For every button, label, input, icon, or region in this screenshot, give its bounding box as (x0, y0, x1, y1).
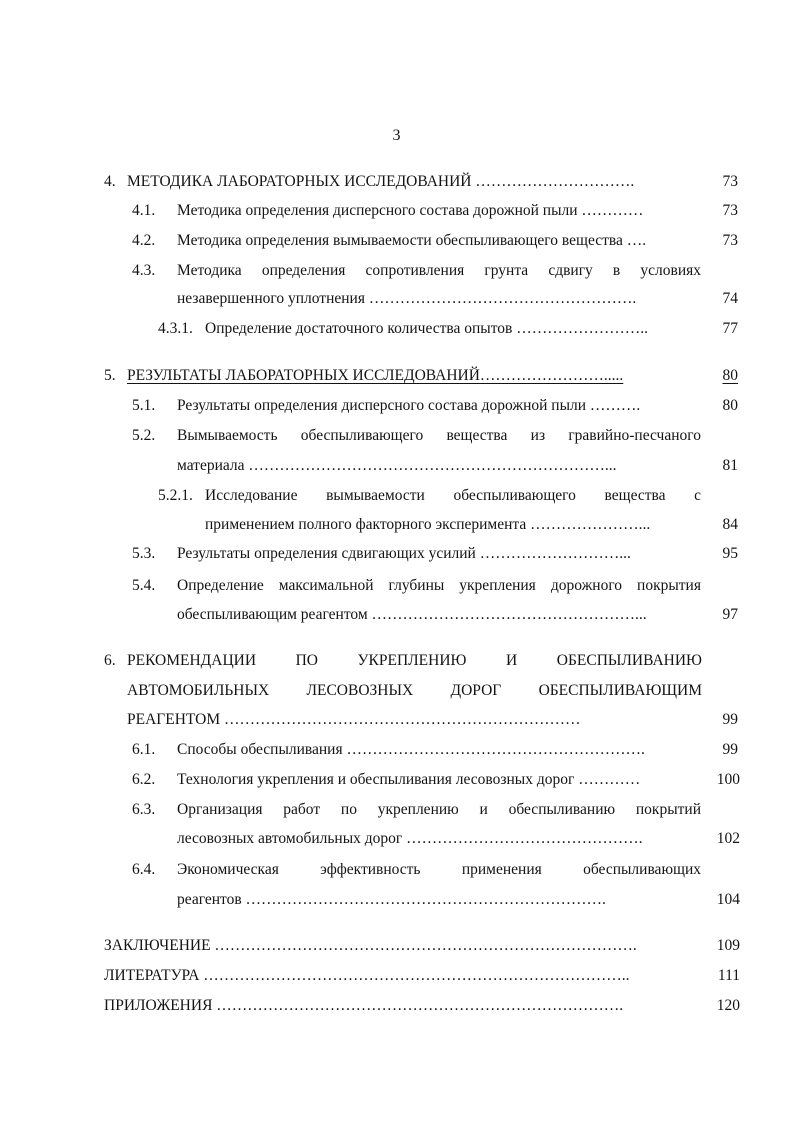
toc-entry-continuation (0, 604, 793, 626)
toc-entry-title: Результаты определения сдвигающих усилий ………………………... (177, 545, 631, 562)
toc-entry-title: материала ……………………………………………………………... (177, 457, 617, 474)
toc-entry-continuation (0, 455, 793, 477)
toc-entry-page: 109 (716, 937, 740, 954)
toc-entry-number: 6.1. (132, 741, 156, 758)
toc-entry-page: 97 (722, 606, 738, 623)
toc-entry-title: Методика определения сопротивления грунта сдвигу в условиях (177, 262, 701, 279)
toc-entry-title: незавершенного уплотнения ……………………………………………. (177, 290, 637, 307)
toc-entry-title: Результаты определения дисперсного состава дорожной пыли ………. (177, 397, 641, 414)
toc-entry-page: 80 (722, 397, 738, 414)
toc-entry-title: ЛИТЕРАТУРА ……………………………………………………………………….. (104, 967, 630, 984)
toc-entry-continuation (0, 889, 793, 911)
toc-entry-number: 5.4. (132, 577, 156, 594)
toc-entry-number: 4.1. (132, 202, 156, 219)
toc-entry-page: 104 (716, 891, 740, 908)
toc-entry-continuation (0, 288, 793, 310)
toc-entry (0, 935, 793, 957)
toc-entry (0, 230, 793, 252)
toc-entry-number: 6. (104, 652, 116, 669)
toc-entry-number: 5.3. (132, 545, 156, 562)
toc-entry-number: 5.2. (132, 427, 156, 444)
toc-entry-title: Исследование вымываемости обеспыливающего вещества с (205, 487, 701, 504)
toc-entry-page: 100 (716, 771, 740, 788)
toc-entry (0, 365, 793, 387)
toc-entry-page: 73 (722, 202, 738, 219)
toc-entry (0, 650, 793, 672)
toc-entry-page: 99 (722, 741, 738, 758)
toc-entry-title: АВТОМОБИЛЬНЫХ ЛЕСОВОЗНЫХ ДОРОГ ОБЕСПЫЛИВАЮЩИМ (127, 682, 702, 699)
toc-entry-number: 4.3.1. (158, 320, 193, 337)
toc-entry-title: ЗАКЛЮЧЕНИЕ ………………………………………………………………………. (104, 937, 637, 954)
toc-entry (0, 171, 793, 193)
toc-entry-continuation (0, 514, 793, 536)
toc-entry (0, 543, 793, 565)
toc-entry-title: МЕТОДИКА ЛАБОРАТОРНЫХ ИССЛЕДОВАНИЙ …………………………. (127, 173, 635, 190)
toc-entry-title: реагентов ……………………………………………………………. (177, 891, 606, 908)
toc-entry-continuation (0, 828, 793, 850)
toc-entry (0, 425, 793, 447)
toc-entry-number: 6.4. (132, 861, 156, 878)
toc-entry (0, 260, 793, 282)
toc-entry-title: ПРИЛОЖЕНИЯ ……………………………………………………………………. (104, 997, 624, 1014)
toc-entry-number: 4.3. (132, 262, 156, 279)
toc-entry (0, 575, 793, 597)
toc-entry-title: Вымываемость обеспыливающего вещества из гравийно-песчаного (177, 427, 701, 444)
toc-entry-page: 73 (722, 173, 738, 190)
toc-entry-title: лесовозных автомобильных дорог ………………………………………. (177, 830, 643, 847)
toc-entry-title: Методика определения дисперсного состава дорожной пыли ………… (177, 202, 644, 219)
page-number: 3 (392, 127, 401, 144)
toc-entry-title: РЕКОМЕНДАЦИИ ПО УКРЕПЛЕНИЮ И ОБЕСПЫЛИВАНИЮ (127, 652, 702, 669)
toc-entry (0, 799, 793, 821)
toc-entry-title: Организация работ по укреплению и обеспыливанию покрытий (177, 801, 701, 818)
toc-entry (0, 965, 793, 987)
toc-entry-title: обеспыливающим реагентом ……………………………………………... (177, 606, 647, 623)
toc-entry-page: 73 (722, 232, 738, 249)
toc-entry-page: 111 (717, 967, 740, 984)
toc-entry-title: Определение максимальной глубины укрепления дорожного покрытия (177, 577, 701, 594)
toc-entry-number: 4.2. (132, 232, 156, 249)
toc-entry-title: Определение достаточного количества опытов …………………….. (205, 320, 648, 337)
toc-entry-continuation (0, 709, 793, 731)
toc-entry (0, 739, 793, 761)
toc-entry-page: 81 (722, 457, 738, 474)
toc-entry-number: 6.3. (132, 801, 156, 818)
toc-entry-number: 6.2. (132, 771, 156, 788)
toc-entry-page: 99 (722, 711, 738, 728)
toc-entry (0, 395, 793, 417)
toc-entry-title: применением полного факторного эксперимента …………………... (205, 516, 651, 533)
toc-entry-page: 84 (722, 516, 738, 533)
toc-entry (0, 769, 793, 791)
toc-entry-title: РЕАГЕНТОМ …………………………………………………………… (127, 711, 581, 728)
toc-entry-page: 74 (722, 290, 738, 307)
toc-entry-number: 5. (104, 367, 116, 384)
toc-entry-title: Способы обеспыливания …………………………………………………. (177, 741, 645, 758)
toc-entry-page: 95 (722, 545, 738, 562)
toc-entry (0, 859, 793, 881)
toc-entry-title: Экономическая эффективность применения обеспыливающих (177, 861, 701, 878)
toc-entry-page: 102 (716, 830, 740, 847)
toc-entry-page: 77 (722, 320, 738, 337)
toc-entry (0, 485, 793, 507)
toc-entry-number: 5.1. (132, 397, 156, 414)
toc-entry (0, 995, 793, 1017)
toc-entry-number: 4. (104, 173, 116, 190)
toc-entry-title: Методика определения вымываемости обеспыливающего вещества …. (177, 232, 647, 249)
toc-entry-number: 5.2.1. (158, 487, 193, 504)
toc-entry-title: РЕЗУЛЬТАТЫ ЛАБОРАТОРНЫХ ИССЛЕДОВАНИЙ……………………..... (127, 367, 624, 384)
toc-entry (0, 200, 793, 222)
toc-entry-title: Технология укрепления и обеспыливания лесовозных дорог ………… (177, 771, 641, 788)
toc-entry-page: 120 (716, 997, 740, 1014)
toc-entry (0, 318, 793, 340)
toc-entry-page: 80 (722, 367, 738, 384)
toc-entry-continuation (0, 680, 793, 702)
